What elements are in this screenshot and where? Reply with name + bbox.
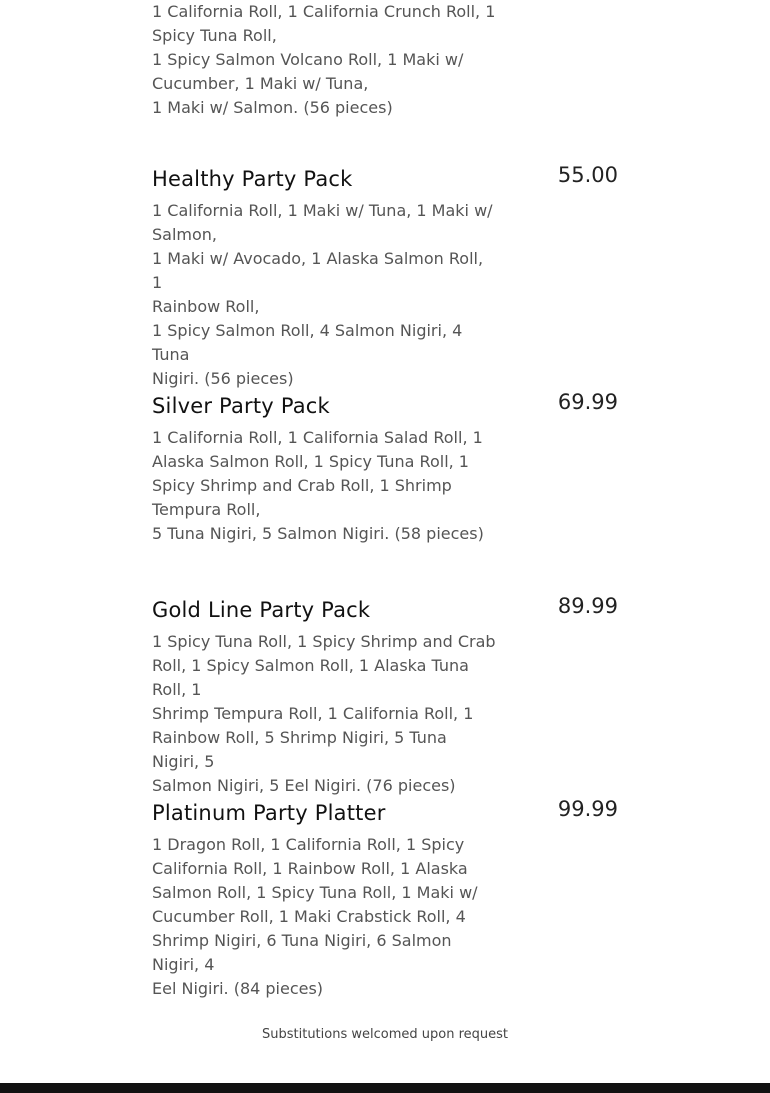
menu-item-description [152,426,497,546]
description-line: Rainbow Roll, [152,297,260,316]
menu-item-description [152,630,497,798]
description-line: 1 Dragon Roll, 1 California Roll, 1 Spicy [152,835,465,854]
description-line: 1 Spicy Tuna Roll, 1 Spicy Shrimp and Crab [152,632,496,651]
menu-item-name: Gold Line Party Pack [152,598,371,622]
page-footer-bar [0,1083,770,1093]
description-line: Salmon, [152,225,218,244]
description-line: Tempura Roll, [152,500,261,519]
description-line: Shrimp Tempura Roll, 1 California Roll, 1 [152,704,474,723]
menu-item-name: Platinum Party Platter [152,801,386,825]
menu-item-description [152,0,497,120]
menu-item-price: 99.99 [557,797,618,821]
description-line: Spicy Tuna Roll, [152,26,277,45]
description-line: 1 California Roll, 1 Maki w/ Tuna, 1 Maki w/ [152,201,493,220]
description-line: Nigiri. (56 pieces) [152,369,294,388]
description-line: 1 Spicy Salmon Roll, 4 Salmon Nigiri, 4 Tuna [152,321,463,364]
substitutions-note: Substitutions welcomed upon request [262,1027,508,1042]
description-line: Shrimp Nigiri, 6 Tuna Nigiri, 6 Salmon Nigiri, 4 [152,931,452,974]
description-line: Rainbow Roll, 5 Shrimp Nigiri, 5 Tuna Nigiri, 5 [152,728,447,771]
description-line: Eel Nigiri. (84 pieces) [152,979,324,998]
description-line: 1 California Roll, 1 California Salad Roll, 1 [152,428,483,447]
description-line: Alaska Salmon Roll, 1 Spicy Tuna Roll, 1 [152,452,469,471]
menu-item-description [152,833,497,1001]
menu-item-name: Healthy Party Pack [152,167,353,191]
description-line: Roll, 1 Spicy Salmon Roll, 1 Alaska Tuna Roll, 1 [152,656,469,699]
description-line: Cucumber, 1 Maki w/ Tuna, [152,74,369,93]
description-line: 1 California Roll, 1 California Crunch Roll, 1 [152,2,496,21]
description-line: 1 Maki w/ Avocado, 1 Alaska Salmon Roll, 1 [152,249,484,292]
description-line: 1 Maki w/ Salmon. (56 pieces) [152,98,393,117]
description-line: 5 Tuna Nigiri, 5 Salmon Nigiri. (58 pieces) [152,524,484,543]
menu-item-description [152,199,497,391]
description-line: Spicy Shrimp and Crab Roll, 1 Shrimp [152,476,452,495]
description-line: Cucumber Roll, 1 Maki Crabstick Roll, 4 [152,907,466,926]
menu-item-name: Silver Party Pack [152,394,330,418]
description-line: Salmon Roll, 1 Spicy Tuna Roll, 1 Maki w/ [152,883,478,902]
description-line: California Roll, 1 Rainbow Roll, 1 Alaska [152,859,468,878]
menu-item-price: 89.99 [557,594,618,618]
description-line: 1 Spicy Salmon Volcano Roll, 1 Maki w/ [152,50,464,69]
menu-item-price: 55.00 [557,163,618,187]
menu-item-price: 69.99 [557,390,618,414]
description-line: Salmon Nigiri, 5 Eel Nigiri. (76 pieces) [152,776,456,795]
